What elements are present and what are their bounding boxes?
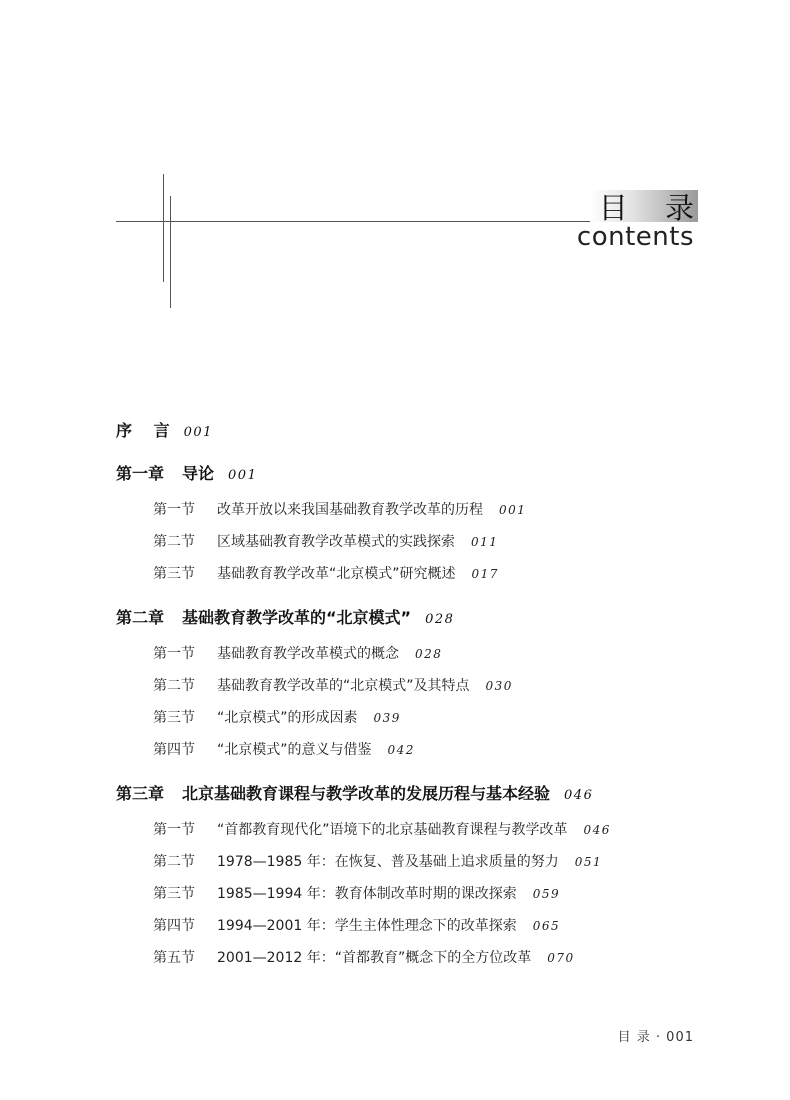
section-number: 第二节: [153, 678, 195, 694]
section-number: 第四节: [153, 742, 195, 758]
section-page: 028: [415, 647, 443, 661]
section-page: 070: [547, 951, 575, 965]
chapter-page: 046: [564, 788, 594, 803]
section-number: 第五节: [153, 950, 195, 966]
section-title: 1978—1985 年：在恢复、普及基础上追求质量的努力: [217, 854, 559, 870]
running-footer: 目 录 · 001: [617, 1030, 694, 1045]
section-title: 改革开放以来我国基础教育教学改革的历程: [217, 502, 483, 518]
section-number: 第二节: [153, 534, 195, 550]
section-page: 011: [471, 535, 499, 549]
toc-section: [153, 819, 716, 839]
section-number: 第三节: [153, 566, 195, 582]
table-of-contents: [116, 418, 716, 967]
section-title: 基础教育教学改革模式的概念: [217, 646, 399, 662]
section-title: “北京模式”的意义与借鉴: [217, 742, 372, 758]
section-title: 2001—2012 年：“首都教育”概念下的全方位改革: [217, 950, 532, 966]
section-number: 第二节: [153, 854, 195, 870]
section-title: 基础教育教学改革的“北京模式”及其特点: [217, 678, 470, 694]
section-page: 059: [532, 887, 561, 901]
section-title: “首都教育现代化”语境下的北京基础教育课程与教学改革: [217, 822, 568, 838]
section-page: 030: [485, 679, 513, 693]
section-page: 039: [373, 711, 401, 725]
toc-section: [153, 675, 716, 695]
section-page: 001: [499, 503, 527, 517]
chapter-page: 001: [228, 468, 258, 483]
toc-chapter-1: [116, 461, 716, 583]
section-title: 1985—1994 年：教育体制改革时期的课改探索: [217, 886, 517, 902]
section-number: 第一节: [153, 822, 195, 838]
section-number: 第三节: [153, 710, 195, 726]
toc-section: [153, 739, 716, 759]
section-number: 第一节: [153, 502, 195, 518]
toc-chapter-2: [116, 605, 716, 759]
section-title: 区域基础教育教学改革模式的实践探索: [217, 534, 455, 550]
chapter-number: 序 言: [116, 421, 178, 440]
decorative-vertical-line-1: [163, 174, 164, 282]
section-number: 第四节: [153, 918, 195, 934]
section-page: 042: [387, 743, 415, 757]
chapter-title: 基础教育教学改革的“北京模式”: [182, 608, 412, 627]
toc-section: [153, 563, 716, 583]
chapter-title: 北京基础教育课程与教学改革的发展历程与基本经验: [182, 784, 551, 803]
section-number: 第三节: [153, 886, 195, 902]
chapter-page: 001: [183, 425, 213, 440]
page-title-chinese: 目 录: [598, 191, 708, 225]
toc-section: [153, 531, 716, 551]
section-number: 第一节: [153, 646, 195, 662]
page-title-english: contents: [576, 222, 694, 252]
chapter-page: 028: [425, 612, 455, 627]
decorative-vertical-line-2: [170, 196, 171, 308]
toc-section: [153, 643, 716, 663]
section-title: 1994—2001 年：学生主体性理念下的改革探索: [217, 918, 517, 934]
section-page: 065: [532, 919, 561, 933]
toc-section: [153, 883, 716, 903]
toc-section: [153, 851, 716, 871]
toc-chapter-3: [116, 781, 716, 967]
section-title: 基础教育教学改革“北京模式”研究概述: [217, 566, 456, 582]
toc-section: [153, 915, 716, 935]
chapter-title: 导论: [182, 464, 215, 483]
chapter-number: 第三章: [116, 784, 165, 803]
chapter-number: 第二章: [116, 608, 165, 627]
section-page: 017: [471, 567, 499, 581]
section-page: 051: [574, 855, 603, 869]
chapter-number: 第一章: [116, 464, 165, 483]
section-title: “北京模式”的形成因素: [217, 710, 358, 726]
toc-section: [153, 947, 716, 967]
toc-section: [153, 707, 716, 727]
toc-section: [153, 499, 716, 519]
toc-entry-preface: [116, 418, 716, 441]
section-page: 046: [583, 823, 611, 837]
